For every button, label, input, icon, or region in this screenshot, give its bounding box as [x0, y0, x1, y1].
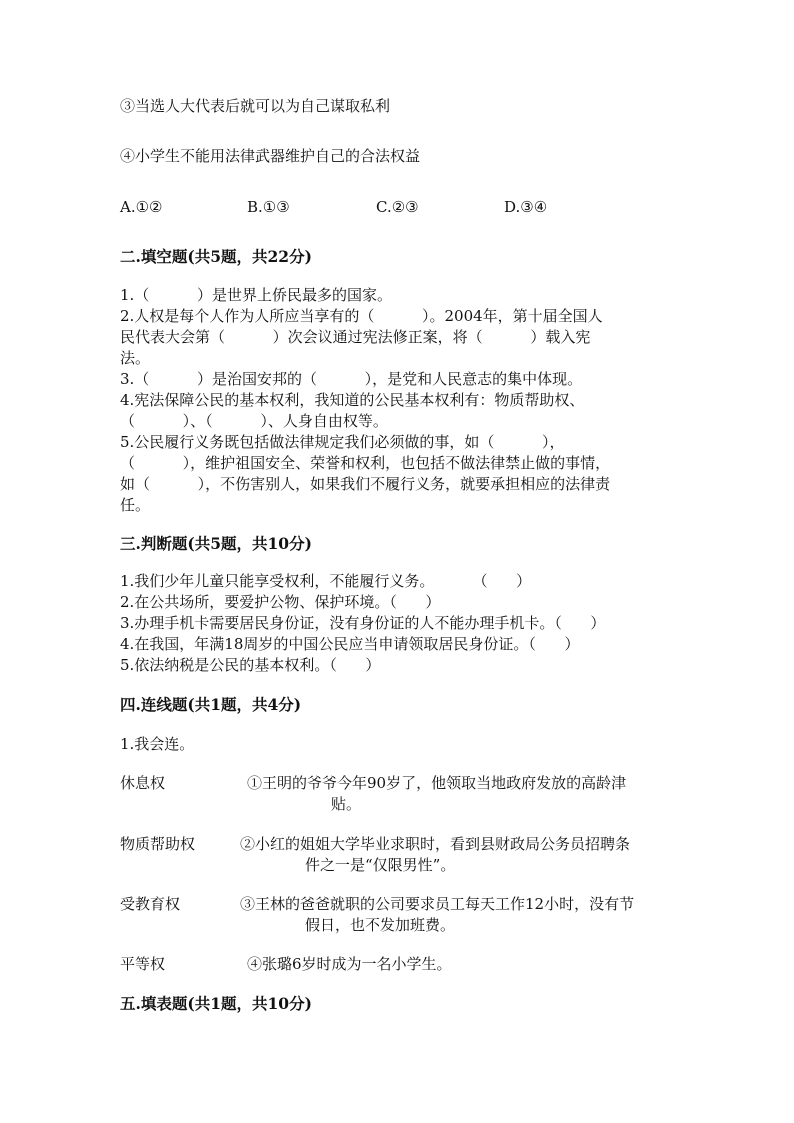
section-heading-matching: 四.连线题(共1题，共4分): [120, 695, 302, 714]
option-d: D.③④: [504, 198, 548, 216]
judge-line: 5.依法纳税是公民的基本权利。（ ）: [120, 656, 381, 674]
section-heading-fill-blank: 二.填空题(共5题，共22分): [120, 247, 312, 266]
fill-line: 如（ ），不伤害别人，如果我们不履行义务，就要承担相应的法律责: [120, 475, 611, 493]
fill-line: （ ）、（ ）、人身自由权等。: [120, 412, 388, 430]
match-left-item: 平等权: [120, 955, 166, 973]
section-heading-table-fill: 五.填表题(共1题，共10分): [120, 994, 312, 1013]
match-right-item-cont: 件之一是“仅限男性”。: [305, 856, 456, 874]
match-right-item: ④张璐6岁时成为一名小学生。: [247, 955, 452, 973]
judge-line: 3.办理手机卡需要居民身份证，没有身份证的人不能办理手机卡。（ ）: [120, 614, 606, 632]
match-left-item: 物质帮助权: [120, 835, 196, 853]
match-right-item: ③王林的爸爸就职的公司要求员工每天工作12小时，没有节: [240, 895, 635, 913]
fill-line: 3.（ ）是治国安邦的（ ），是党和人民意志的集中体现。: [120, 370, 583, 388]
option-a: A.①②: [120, 198, 163, 216]
match-left-item: 受教育权: [120, 895, 181, 913]
fill-line: 1.（ ）是世界上侨民最多的国家。: [120, 286, 392, 304]
judge-line: 2.在公共场所，要爱护公物、保护环境。（ ）: [120, 593, 441, 611]
choice-item-3: ③当选人大代表后就可以为自己谋取私利: [120, 97, 391, 115]
section-heading-true-false: 三.判断题(共5题，共10分): [120, 534, 312, 553]
fill-line: 2.人权是每个人作为人所应当享有的（ ）。2004年，第十届全国人: [120, 307, 603, 325]
match-right-item: ①王明的爷爷今年90岁了，他领取当地政府发放的高龄津: [247, 774, 627, 792]
fill-line: 任。: [120, 496, 151, 514]
match-left-item: 休息权: [120, 774, 166, 792]
match-right-item-cont: 贴。: [331, 795, 362, 813]
judge-line: 4.在我国，年满18周岁的中国公民应当申请领取居民身份证。（ ）: [120, 635, 580, 653]
option-b: B.①③: [247, 198, 290, 216]
judge-line: 1.我们少年儿童只能享受权利，不能履行义务。 （ ）: [120, 572, 532, 590]
fill-line: 民代表大会第（ ）次会议通过宪法修正案，将（ ）载入宪: [120, 328, 591, 346]
choice-item-4: ④小学生不能用法律武器维护自己的合法权益: [120, 147, 421, 165]
fill-line: （ ），维护祖国安全、荣誉和权利，也包括不做法律禁止做的事情，: [120, 454, 611, 472]
matching-intro: 1.我会连。: [120, 735, 195, 753]
fill-line: 法。: [120, 349, 151, 367]
match-right-item-cont: 假日，也不发加班费。: [305, 916, 456, 934]
fill-line: 4.宪法保障公民的基本权利，我知道的公民基本权利有：物质帮助权、: [120, 391, 585, 409]
fill-line: 5.公民履行义务既包括做法律规定我们必须做的事，如（ ），: [120, 433, 565, 451]
match-right-item: ②小红的姐姐大学毕业求职时，看到县财政局公务员招聘条: [240, 835, 631, 853]
option-c: C.②③: [376, 198, 419, 216]
